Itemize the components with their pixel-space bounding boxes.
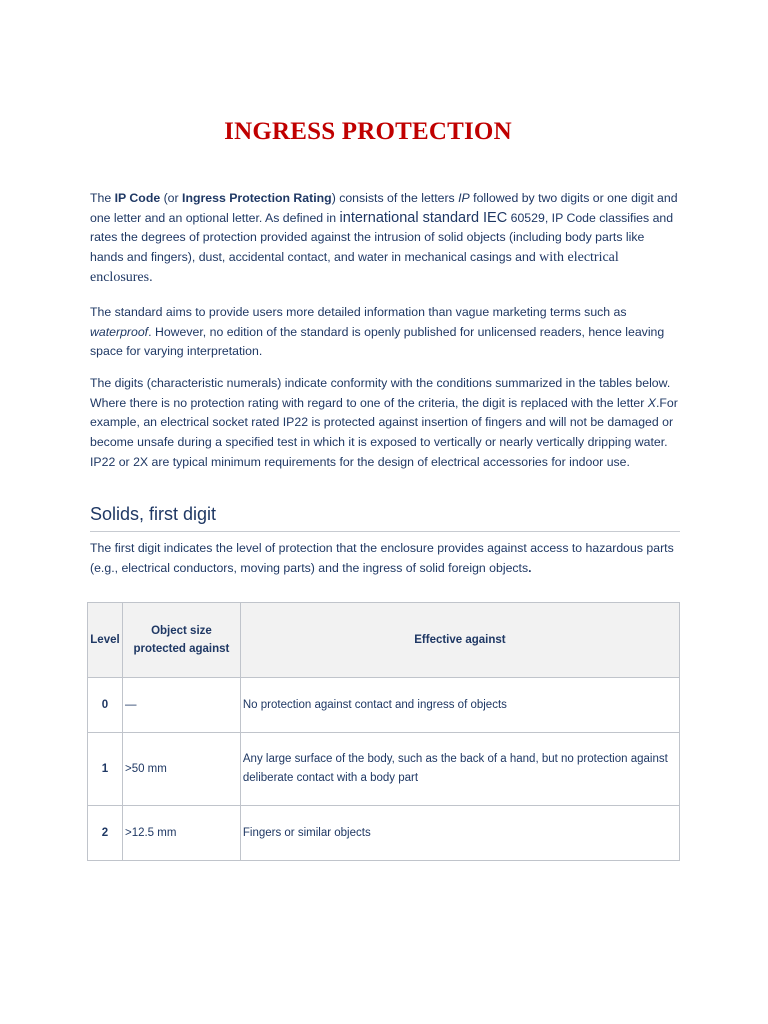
header-object-size: Object size protected against [122,603,240,678]
page-title: INGRESS PROTECTION [224,118,512,145]
text: The standard aims to provide users more detailed information than vague marketing terms such as [90,305,627,319]
standard-paragraph [90,303,680,362]
table-row [88,733,680,806]
solids-table [87,602,680,861]
cell-size: >50 mm [122,733,240,806]
text: (or [160,191,183,205]
intro-paragraph [90,189,680,288]
text: ) consists of the letters [331,191,459,205]
ip-code-term: IP Code [114,191,161,205]
text: .For example, an electrical socket rated IP22 is protected against insertion of fingers and will not be damaged or become unsafe during a specified test in which it is exposed to vertically or nearly vertically dripping water. IP22 or 2X are typical minimum requirements for the design of electrical accessories for indoor use. [90,395,678,469]
cell-effective: Fingers or similar objects [240,806,679,861]
table-row [88,678,680,733]
ip-letters: IP [458,191,470,205]
header-level: Level [88,603,123,678]
cell-size: — [122,678,240,733]
cell-effective: Any large surface of the body, such as the back of a hand, but no protection against deliberate contact with a body part [240,733,679,806]
section-heading-text: Solids, first digit [90,504,217,524]
cell-level: 2 [88,806,123,861]
standard-link-text: international standard IEC [339,209,508,226]
text: followed by two digits or one digit and one letter and an optional letter. As defined in [90,191,678,225]
cell-level: 0 [88,678,123,733]
cell-level: 1 [88,733,123,806]
section-heading [90,504,680,532]
digits-paragraph [90,374,680,473]
first-digit-paragraph [90,539,680,578]
cell-effective: No protection against contact and ingress of objects [240,678,679,733]
waterproof-term: waterproof [90,324,149,339]
x-letter: X [647,395,656,410]
period: . [528,560,532,575]
table-row [88,806,680,861]
text: The first digit indicates the level of protection that the enclosure provides against access to hazardous parts (e.g., electrical conductors, moving parts) and the ingress of solid foreign objects [90,541,674,575]
enclosures-text: with electrical enclosures. [90,250,619,285]
ingress-rating-term: Ingress Protection Rating [182,191,332,205]
text: The [90,191,115,205]
table-header-row [88,603,680,678]
text: 60529, IP Code classifies and rates the degrees of protection provided against the intrusion of solid objects (including body parts like hands and fingers), dust, accidental contact, and water in mechanical casings and [90,210,674,265]
header-effective-against: Effective against [240,603,679,678]
cell-size: >12.5 mm [122,806,240,861]
text: The digits (characteristic numerals) indicate conformity with the conditions summarized in the tables below. Where there is no protection rating with regard to one of the criteria, the digit is replaced with the letter [90,376,671,410]
text: . However, no edition of the standard is openly published for unlicensed readers, hence leaving space for varying interpretation. [90,324,665,359]
